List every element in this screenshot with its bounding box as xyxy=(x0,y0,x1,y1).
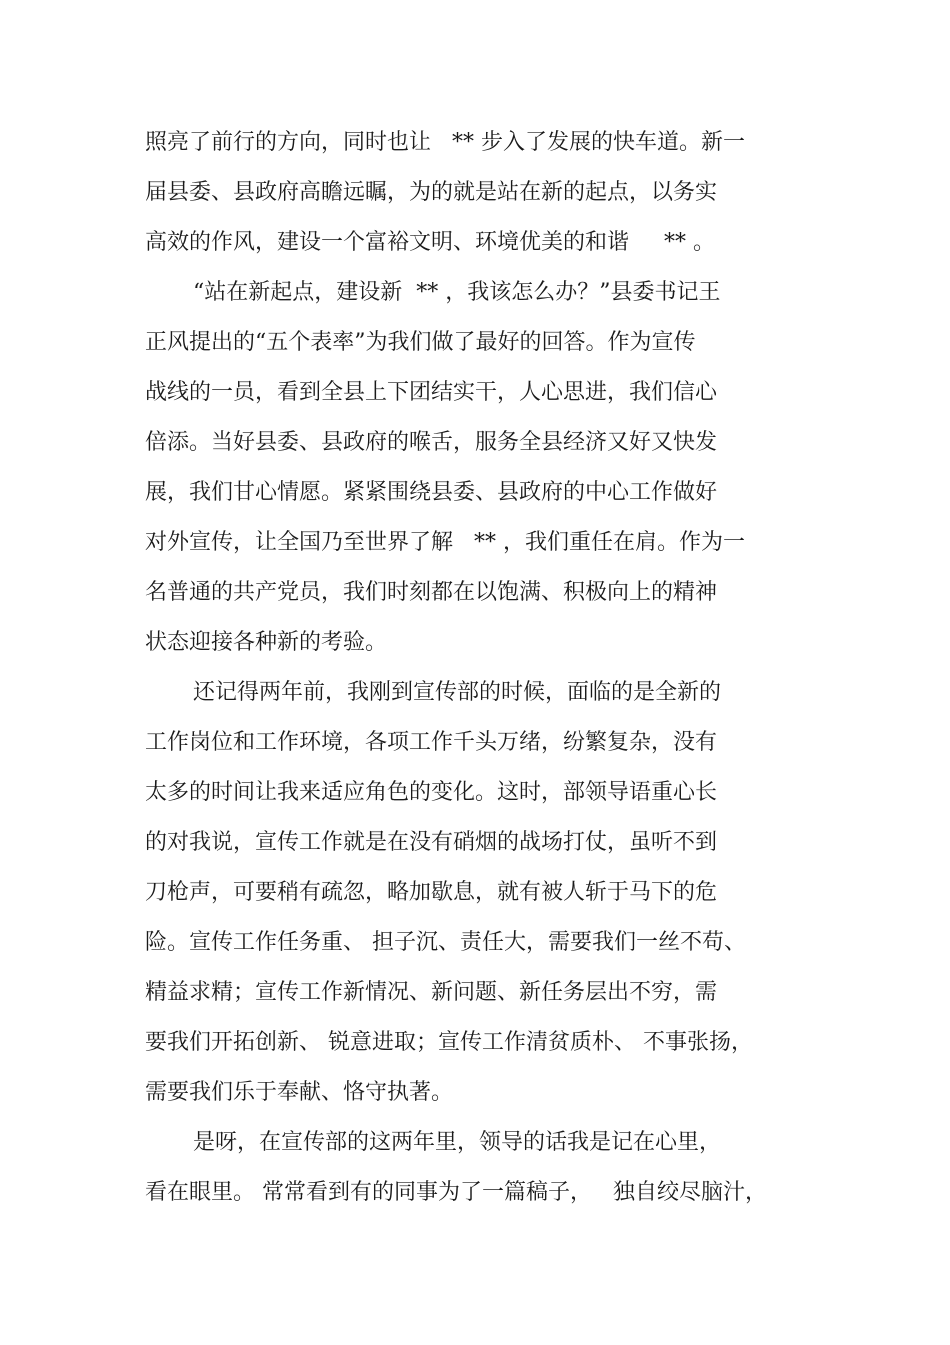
text-line: 工作岗位和工作环境，各项工作千头万绪，纷繁复杂，没有 xyxy=(145,730,718,755)
text-line: 看在眼里。 常常看到有的同事为了一篇稿子， 独自绞尽脑汁， xyxy=(145,1180,767,1205)
text-line: 对外宣传，让全国乃至世界了解 ** ，我们重任在肩。作为一 xyxy=(145,530,745,555)
text-line: 高效的作风，建设一个富裕文明、环境优美的和谐 ** 。 xyxy=(145,230,715,255)
text-line: 太多的时间让我来适应角色的变化。这时，部领导语重心长 xyxy=(145,780,718,805)
text-line: 要我们开拓创新、 锐意进取；宣传工作清贫质朴、 不事张扬， xyxy=(145,1030,753,1055)
text-line: 照亮了前行的方向，同时也让 ** 步入了发展的快车道。新一 xyxy=(145,130,745,155)
text-line: 需要我们乐于奉献、恪守执著。 xyxy=(145,1080,454,1105)
text-line: 名普通的共产党员，我们时刻都在以饱满、积极向上的精神 xyxy=(145,580,718,605)
text-line: 倍添。当好县委、县政府的喉舌，服务全县经济又好又快发 xyxy=(145,430,718,455)
text-line: 战线的一员，看到全县上下团结实干，人心思进，我们信心 xyxy=(145,380,718,405)
text-line: 精益求精；宣传工作新情况、新问题、新任务层出不穷，需 xyxy=(145,980,718,1005)
text-line: 正风提出的“五个表率”为我们做了最好的回答。作为宣传 xyxy=(145,330,696,355)
text-line: 展，我们甘心情愿。紧紧围绕县委、县政府的中心工作做好 xyxy=(145,480,718,505)
paragraph-start-line: 是呀，在宣传部的这两年里，领导的话我是记在心里， xyxy=(193,1130,722,1155)
paragraph-start-line: 还记得两年前，我刚到宣传部的时候，面临的是全新的 xyxy=(193,680,722,705)
text-line: 状态迎接各种新的考验。 xyxy=(145,630,388,655)
text-line: 届县委、县政府高瞻远瞩，为的就是站在新的起点，以务实 xyxy=(145,180,718,205)
text-line: 的对我说，宣传工作就是在没有硝烟的战场打仗，虽听不到 xyxy=(145,830,718,855)
body-text xyxy=(145,118,795,1218)
text-line: 刀枪声，可要稍有疏忽，略加歇息，就有被人斩于马下的危 xyxy=(145,880,718,905)
paragraph-start-line: “站在新起点，建设新 ** ，我该怎么办？”县委书记王 xyxy=(193,280,721,305)
text-line: 险。宣传工作任务重、 担子沉、责任大，需要我们一丝不苟、 xyxy=(145,930,746,955)
